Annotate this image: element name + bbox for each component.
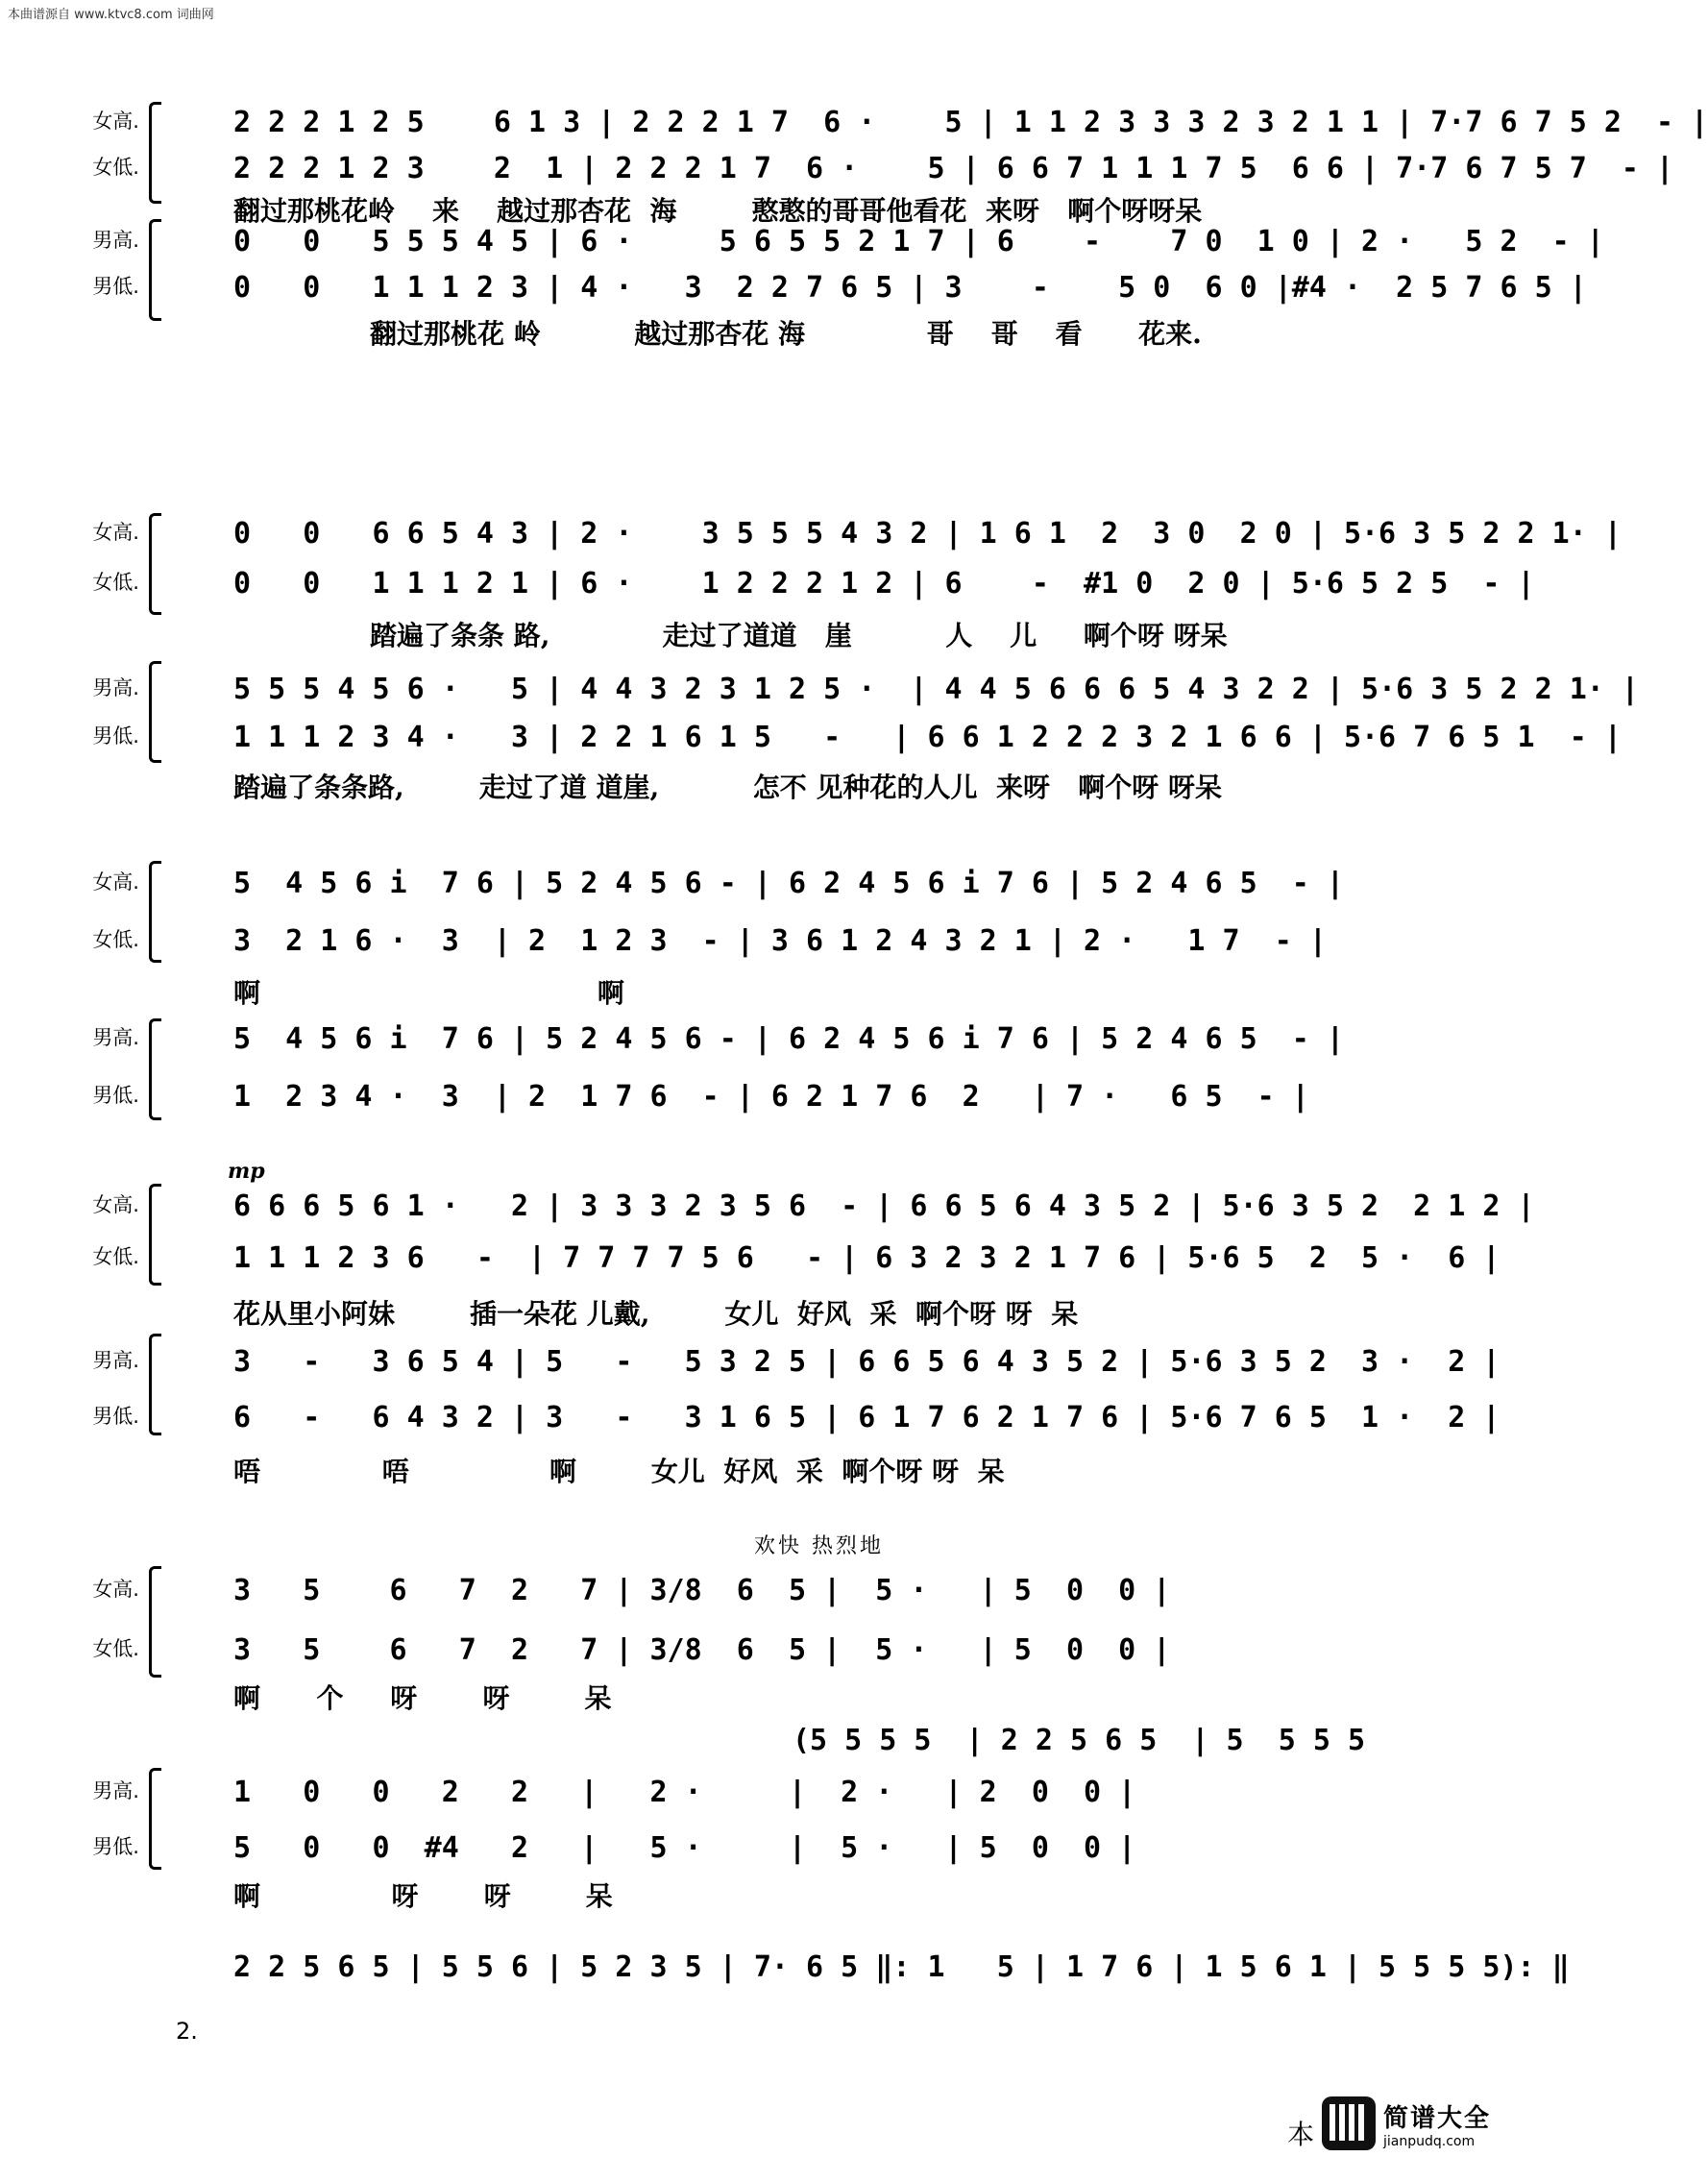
part-label: 男低. <box>92 1084 139 1107</box>
part-label: 女高. <box>92 870 139 894</box>
brace-women <box>149 102 161 204</box>
notation: 1 1 1 2 3 4 · 3 | 2 2 1 6 1 5 - | 6 6 1 2 2 2 3 2 1 6 6 | 5·6 7 6 5 1 - | <box>233 721 1622 754</box>
notation: 2 2 2 1 2 3 2 1 | 2 2 2 1 7 6 · 5 | 6 6 7 1 1 1 7 5 6 6 | 7·7 6 7 5 7 - | <box>233 152 1674 185</box>
notation: 0 0 6 6 5 4 3 | 2 · 3 5 5 5 4 3 2 | 1 6 1 2 3 0 2 0 | 5·6 3 5 2 2 1· | <box>233 517 1622 551</box>
notation: 1 1 1 2 3 6 - | 7 7 7 7 5 6 - | 6 3 2 3 2 1 7 6 | 5·6 5 2 5 · 6 | <box>233 1241 1501 1275</box>
notation: 5 0 0 #4 2 | 5 · | 5 · | 5 0 0 | <box>233 1831 1136 1865</box>
site-logo[interactable] <box>1322 2095 1514 2152</box>
tempo-marking: 欢快 热烈地 <box>754 1534 884 1558</box>
part-label: 男高. <box>92 1349 139 1372</box>
part-label: 男高. <box>92 1026 139 1049</box>
part-label: 男低. <box>92 1835 139 1858</box>
page-number: 2. <box>176 2018 198 2045</box>
brace-men <box>149 1018 161 1120</box>
notation: 3 5 6 7 2 7 | 3/8 6 5 | 5 · | 5 0 0 | <box>233 1633 1171 1667</box>
system-2 <box>92 507 1639 805</box>
lyrics: 踏遍了条条 路, 走过了道道 崖 人 儿 啊个呀 呀呆 <box>370 620 1228 651</box>
part-label: 女低. <box>92 571 139 594</box>
brace-men <box>149 661 161 763</box>
notation: 1 2 3 4 · 3 | 2 1 7 6 - | 6 2 1 7 6 2 | 7 · 6 5 - | <box>233 1080 1309 1114</box>
lyrics: 翻过那桃花 岭 越过那杏花 海 哥 哥 看 花来. <box>370 318 1202 350</box>
interlude-notation: (5 5 5 5 | 2 2 5 6 5 | 5 5 5 5 <box>793 1724 1366 1757</box>
lyrics: 啊 啊 <box>233 977 624 1009</box>
notation: 6 6 6 5 6 1 · 2 | 3 3 3 2 3 5 6 - | 6 6 5 6 4 3 5 2 | 5·6 3 5 2 2 1 2 | <box>233 1189 1535 1223</box>
part-label: 女高. <box>92 1193 139 1216</box>
lyrics: 啊 个 呀 呀 呆 <box>233 1682 612 1714</box>
brace-women <box>149 1566 161 1678</box>
notation: 5 5 5 4 5 6 · 5 | 4 4 3 2 3 1 2 5 · | 4 4 5 6 6 6 5 4 3 2 2 | 5·6 3 5 2 2 1· | <box>233 673 1639 706</box>
part-label: 男低. <box>92 1405 139 1428</box>
system-4 <box>92 1159 1535 1508</box>
part-label: 女低. <box>92 1637 139 1660</box>
notation: 0 0 1 1 1 2 1 | 6 · 1 2 2 2 1 2 | 6 - #1 0 2 0 | 5·6 5 2 5 - | <box>233 567 1535 601</box>
brace-men <box>149 1768 161 1870</box>
lyrics: 啊 呀 呀 呆 <box>233 1880 613 1912</box>
notation: 3 2 1 6 · 3 | 2 1 2 3 - | 3 6 1 2 4 3 2 1 | 2 · 1 7 - | <box>233 924 1327 958</box>
lyrics: 踏遍了条条路, 走过了道 道崖, 怎不 见种花的人儿 来呀 啊个呀 呀呆 <box>233 772 1222 803</box>
brace-men <box>149 1334 161 1435</box>
brace-women <box>149 861 161 963</box>
lyrics: 唔 唔 啊 女儿 好风 采 啊个呀 呀 呆 <box>233 1456 1005 1487</box>
part-label: 女高. <box>92 1578 139 1601</box>
dynamic-mark: mp <box>228 1159 265 1184</box>
notation: 2 2 2 1 2 5 6 1 3 | 2 2 2 1 7 6 · 5 | 1 1 2 3 3 3 2 3 2 1 1 | 7·7 6 7 5 2 - | <box>233 106 1708 139</box>
brace-women <box>149 513 161 615</box>
notation: 5 4 5 6 i 7 6 | 5 2 4 5 6 - | 6 2 4 5 6 i 7 6 | 5 2 4 6 5 - | <box>233 867 1344 900</box>
part-label: 女高. <box>92 521 139 544</box>
part-label: 男高. <box>92 229 139 252</box>
part-label: 女高. <box>92 110 139 133</box>
notation: 3 5 6 7 2 7 | 3/8 6 5 | 5 · | 5 0 0 | <box>233 1574 1171 1607</box>
notation: 6 - 6 4 3 2 | 3 - 3 1 6 5 | 6 1 7 6 2 1 7 6 | 5·6 7 6 5 1 · 2 | <box>233 1401 1501 1434</box>
lyrics: 翻过那桃花岭 来 越过那杏花 海 憨憨的哥哥他看花 来呀 啊个呀呀呆 <box>233 195 1203 227</box>
notation: 3 - 3 6 5 4 | 5 - 5 3 2 5 | 6 6 5 6 4 3 5 2 | 5·6 3 5 2 3 · 2 | <box>233 1345 1501 1379</box>
lyrics: 花从里小阿妹 插一朵花 儿戴, 女儿 好风 采 啊个呀 呀 呆 <box>233 1298 1079 1330</box>
logo-title: 简谱大全 <box>1383 2103 1492 2133</box>
source-header: 本曲谱源自 www.ktvc8.com 词曲网 <box>8 8 214 22</box>
notation: 1 0 0 2 2 | 2 · | 2 · | 2 0 0 | <box>233 1776 1136 1809</box>
logo-url: jianpudq.com <box>1383 2133 1476 2149</box>
notation: 5 4 5 6 i 7 6 | 5 2 4 5 6 - | 6 2 4 5 6 i 7 6 | 5 2 4 6 5 - | <box>233 1022 1344 1056</box>
notation: 0 0 1 1 1 2 3 | 4 · 3 2 2 7 6 5 | 3 - 5 0 6 0 |#4 · 2 5 7 6 5 | <box>233 271 1587 305</box>
part-label: 男低. <box>92 275 139 298</box>
part-label: 女低. <box>92 928 139 951</box>
system-3 <box>92 855 1388 1143</box>
system-5 <box>92 1518 1388 1941</box>
piano-icon <box>1322 2096 1376 2150</box>
notation: 0 0 5 5 5 4 5 | 6 · 5 6 5 5 2 1 7 | 6 - 7 0 1 0 | 2 · 5 2 - | <box>233 225 1604 258</box>
brace-men <box>149 219 161 321</box>
part-label: 男高. <box>92 676 139 699</box>
part-label: 女低. <box>92 156 139 179</box>
final-line-notation: 2 2 5 6 5 | 5 5 6 | 5 2 3 5 | 7· 6 5 ‖: 1 5 | 1 7 6 | 1 5 6 1 | 5 5 5 5): ‖ <box>233 1950 1570 1984</box>
brace-women <box>149 1184 161 1286</box>
part-label: 女低. <box>92 1245 139 1268</box>
part-label: 男高. <box>92 1779 139 1802</box>
page-mark: 本 <box>1287 2119 1315 2150</box>
part-label: 男低. <box>92 724 139 748</box>
system-1 <box>92 94 1708 350</box>
